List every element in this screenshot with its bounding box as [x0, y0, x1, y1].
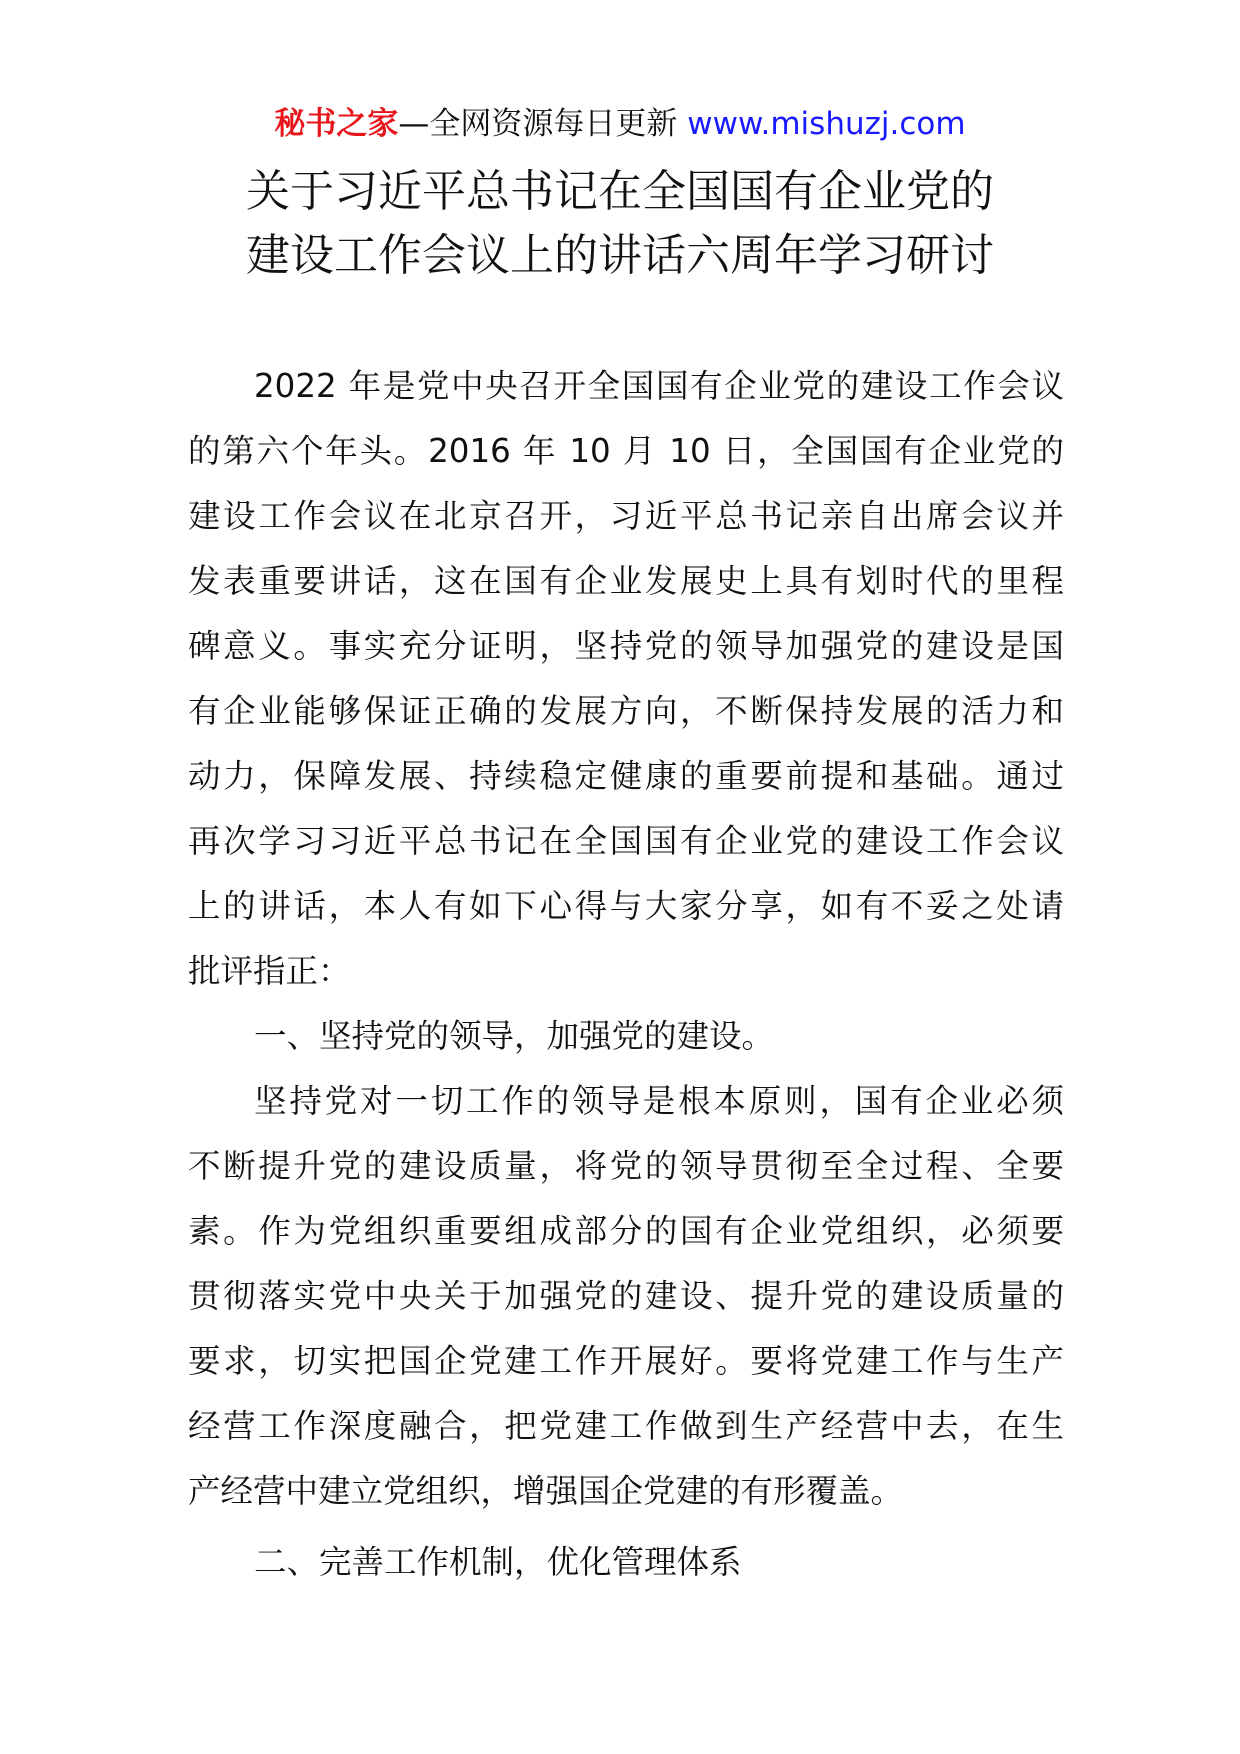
document-title [0, 160, 1240, 288]
site-header [0, 98, 1240, 150]
text-line: 上的讲话，本人有如下心得与大家分享，如有不妥之处请 [188, 887, 1064, 925]
text-line: 有企业能够保证正确的发展方向，不断保持发展的活力和 [188, 692, 1064, 730]
title-line-2: 建设工作会议上的讲话六周年学习研讨 [246, 230, 994, 281]
title-line-1: 关于习近平总书记在全国国有企业党的 [246, 166, 994, 217]
text-line: 产经营中建立党组织，增强国企党建的有形覆盖。 [188, 1472, 904, 1510]
text-line: 批评指正： [188, 952, 351, 990]
text-line: 的第六个年头。2016 年 10 月 10 日，全国国有企业党的 [188, 432, 1064, 470]
brand-name: 秘书之家 [274, 106, 399, 142]
text-line: 不断提升党的建设质量，将党的领导贯彻至全过程、全要 [188, 1147, 1064, 1185]
text-line: 坚持党对一切工作的领导是根本原则，国有企业必须 [254, 1082, 1064, 1120]
header-tagline: —全网资源每日更新 [398, 106, 688, 142]
site-url-link[interactable]: www.mishuzj.com [687, 106, 966, 142]
text-line: 碑意义。事实充分证明，坚持党的领导加强党的建设是国 [188, 627, 1064, 665]
text-line: 贯彻落实党中央关于加强党的建设、提升党的建设质量的 [188, 1277, 1064, 1315]
text-line: 再次学习习近平总书记在全国国有企业党的建设工作会议 [188, 822, 1064, 860]
text-line: 发表重要讲话，这在国有企业发展史上具有划时代的里程 [188, 562, 1064, 600]
section-heading-2: 二、完善工作机制，优化管理体系 [254, 1543, 742, 1581]
text-line: 经营工作深度融合，把党建工作做到生产经营中去，在生 [188, 1407, 1064, 1445]
text-line: 建设工作会议在北京召开，习近平总书记亲自出席会议并 [188, 497, 1064, 535]
section-heading-1: 一、坚持党的领导，加强党的建设。 [254, 1017, 775, 1055]
paragraph-section-1 [188, 1069, 1064, 1524]
text-line: 要求，切实把国企党建工作开展好。要将党建工作与生产 [188, 1342, 1064, 1380]
text-line: 动力，保障发展、持续稳定健康的重要前提和基础。通过 [188, 757, 1064, 795]
text-line: 2022 年是党中央召开全国国有企业党的建设工作会议 [254, 367, 1064, 405]
paragraph-intro [188, 354, 1064, 1004]
document-body [188, 354, 1064, 1595]
text-line: 素。作为党组织重要组成部分的国有企业党组织，必须要 [188, 1212, 1064, 1250]
